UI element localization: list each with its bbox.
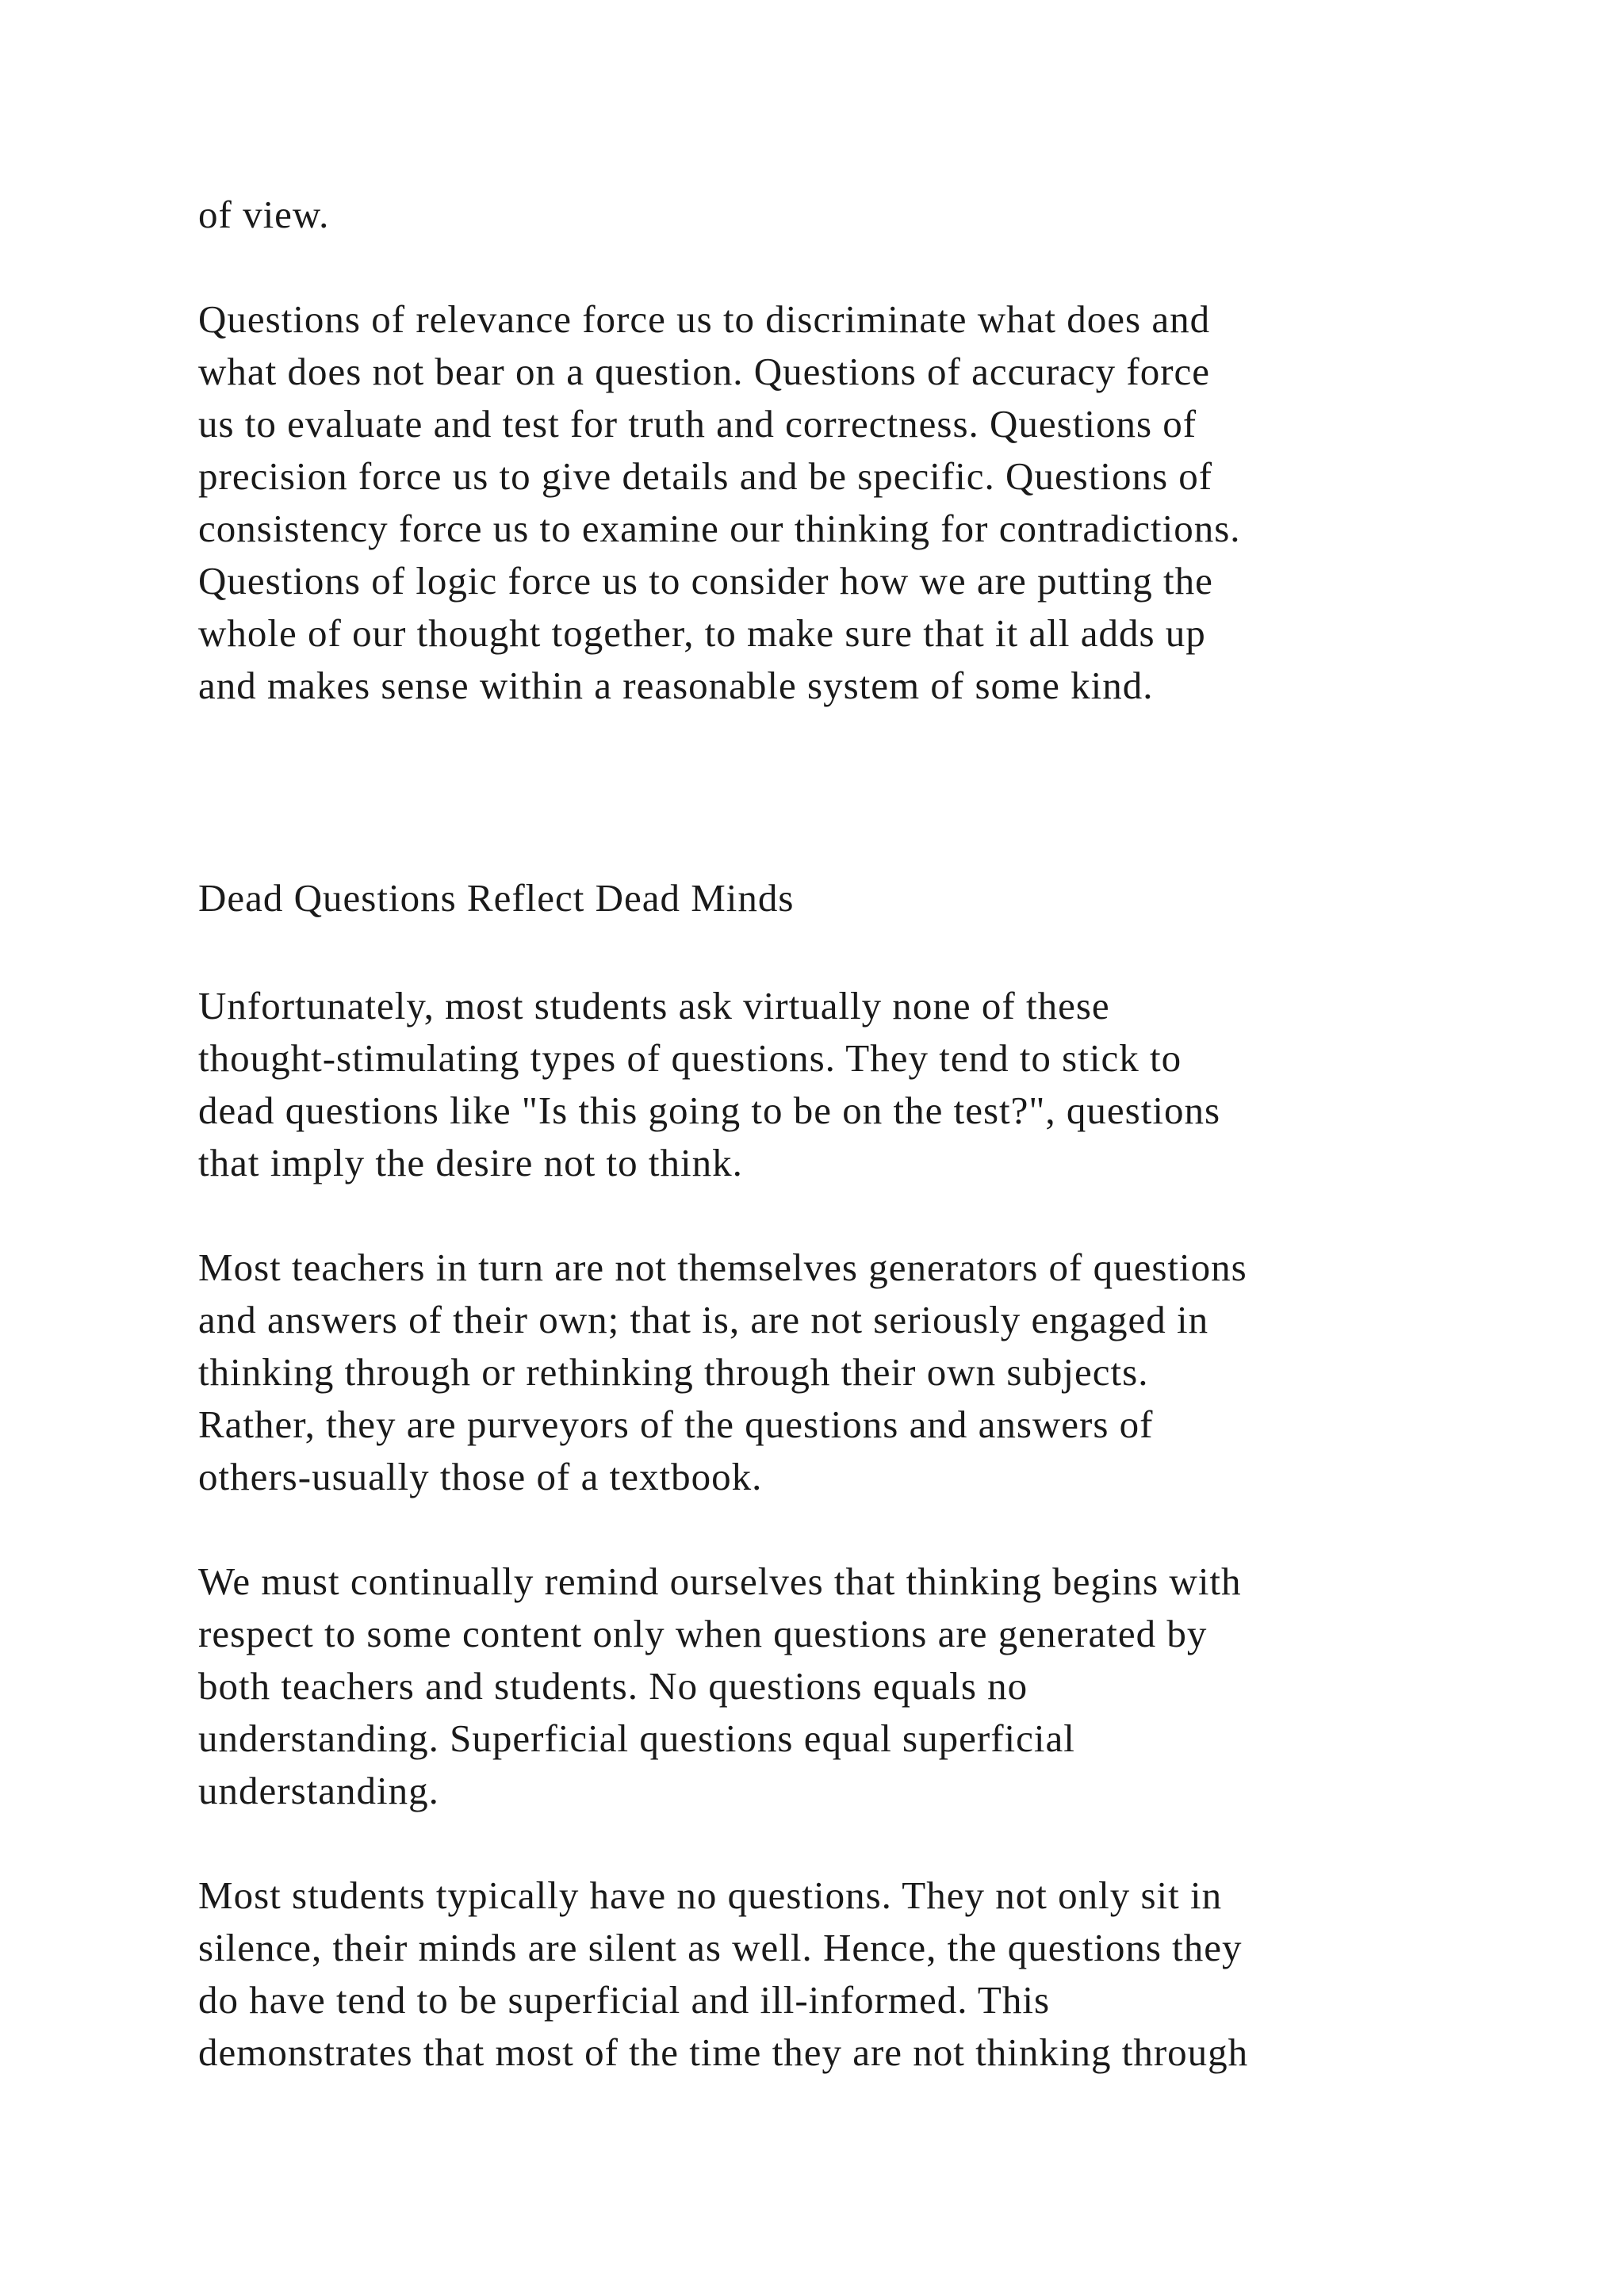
text-line: Most teachers in turn are not themselves generators of questions	[198, 1246, 1247, 1289]
text-line: consistency force us to examine our thinking for contradictions.	[198, 507, 1241, 550]
text-line: precision force us to give details and be specific. Questions of	[198, 454, 1213, 498]
paragraph-thinking-begins	[198, 1556, 1499, 1817]
section-heading	[198, 872, 1499, 924]
text-line: understanding. Superficial questions equal superficial	[198, 1716, 1075, 1760]
text-line: that imply the desire not to think.	[198, 1141, 743, 1184]
text-line: We must continually remind ourselves that thinking begins with	[198, 1559, 1242, 1603]
text-line: Questions of relevance force us to discriminate what does and	[198, 297, 1211, 341]
paragraph-dead-questions	[198, 980, 1499, 1189]
text-line: thinking through or rethinking through their own subjects.	[198, 1350, 1149, 1394]
text-line: Unfortunately, most students ask virtually none of these	[198, 984, 1110, 1027]
paragraph-question-types	[198, 293, 1499, 712]
text-line: what does not bear on a question. Questions of accuracy force	[198, 350, 1211, 393]
text-line: others-usually those of a textbook.	[198, 1455, 763, 1498]
text-line: thought-stimulating types of questions. They tend to stick to	[198, 1036, 1182, 1080]
heading-text: Dead Questions Reflect Dead Minds	[198, 876, 795, 920]
text-line: dead questions like "Is this going to be on the test?", questions	[198, 1089, 1221, 1132]
text-line: whole of our thought together, to make sure that it all adds up	[198, 611, 1206, 655]
text-line: of view.	[198, 193, 330, 236]
text-line: Rather, they are purveyors of the questions and answers of	[198, 1402, 1154, 1446]
text-line: us to evaluate and test for truth and correctness. Questions of	[198, 402, 1197, 446]
paragraph-teachers	[198, 1242, 1499, 1503]
text-line: Most students typically have no questions. They not only sit in	[198, 1873, 1223, 1917]
text-line: and makes sense within a reasonable system of some kind.	[198, 664, 1154, 707]
text-line: understanding.	[198, 1769, 439, 1812]
text-line: Questions of logic force us to consider how we are putting the	[198, 559, 1213, 603]
text-line: do have tend to be superficial and ill-informed. This	[198, 1978, 1051, 2022]
paragraph-of-view	[198, 189, 1499, 241]
paragraph-silent-students	[198, 1869, 1499, 2079]
text-line: both teachers and students. No questions equals no	[198, 1664, 1028, 1708]
text-line: silence, their minds are silent as well. Hence, the questions they	[198, 1926, 1243, 1969]
text-line: and answers of their own; that is, are not seriously engaged in	[198, 1298, 1209, 1341]
text-line: demonstrates that most of the time they are not thinking through	[198, 2030, 1249, 2074]
text-line: respect to some content only when questions are generated by	[198, 1612, 1208, 1655]
